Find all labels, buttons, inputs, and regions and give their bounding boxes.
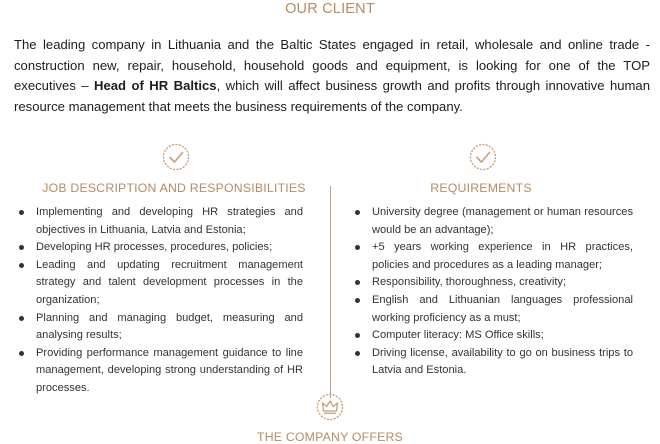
responsibilities-list xyxy=(16,204,303,398)
intro-text-start: The leading company in Lithuania and the Baltic States engaged in retail, wholesale and online trade - construction new, repair, household, household goods and equipment, is looking for one of the TOP executives – xyxy=(14,37,650,93)
responsibilities-title: JOB DESCRIPTION AND RESPONSIBILITIES xyxy=(42,181,306,195)
crown-icon xyxy=(315,392,345,422)
client-description xyxy=(14,35,650,117)
list-item: Planning and managing budget, measuring and analysing results; xyxy=(16,310,303,345)
column-divider xyxy=(330,186,331,398)
list-item: +5 years working experience in HR practices, policies and procedures as a leading manager; xyxy=(352,239,633,274)
requirements-list xyxy=(352,204,633,380)
section-title-company-offers: THE COMPANY OFFERS xyxy=(257,430,403,444)
list-item: Driving license, availability to go on business trips to Latvia and Estonia. xyxy=(352,345,633,380)
list-item: Implementing and developing HR strategies and objectives in Lithuania, Latvia and Estonia; xyxy=(16,204,303,239)
list-item: Responsibility, thoroughness, creativity; xyxy=(352,274,633,292)
list-item: University degree (management or human resources would be an advantage); xyxy=(352,204,633,239)
list-item: English and Lithuanian languages professional working proficiency as a must; xyxy=(352,292,633,327)
check-circle-icon xyxy=(468,142,498,172)
requirements-title: REQUIREMENTS xyxy=(430,181,532,195)
list-item: Developing HR processes, procedures, policies; xyxy=(16,239,303,257)
section-title-our-client: OUR CLIENT xyxy=(285,1,375,17)
list-item: Computer literacy: MS Office skills; xyxy=(352,327,633,345)
check-circle-icon xyxy=(161,142,191,172)
intro-text-end: , which will affect business growth and profits through innovative human resource management that meets the business requirements of the company. xyxy=(14,78,650,114)
list-item: Providing performance management guidance to line management, developing strong understanding of HR processes. xyxy=(16,345,303,398)
list-item: Leading and updating recruitment management strategy and talent development processes in the organization; xyxy=(16,257,303,310)
position-title: Head of HR Baltics xyxy=(94,78,217,93)
